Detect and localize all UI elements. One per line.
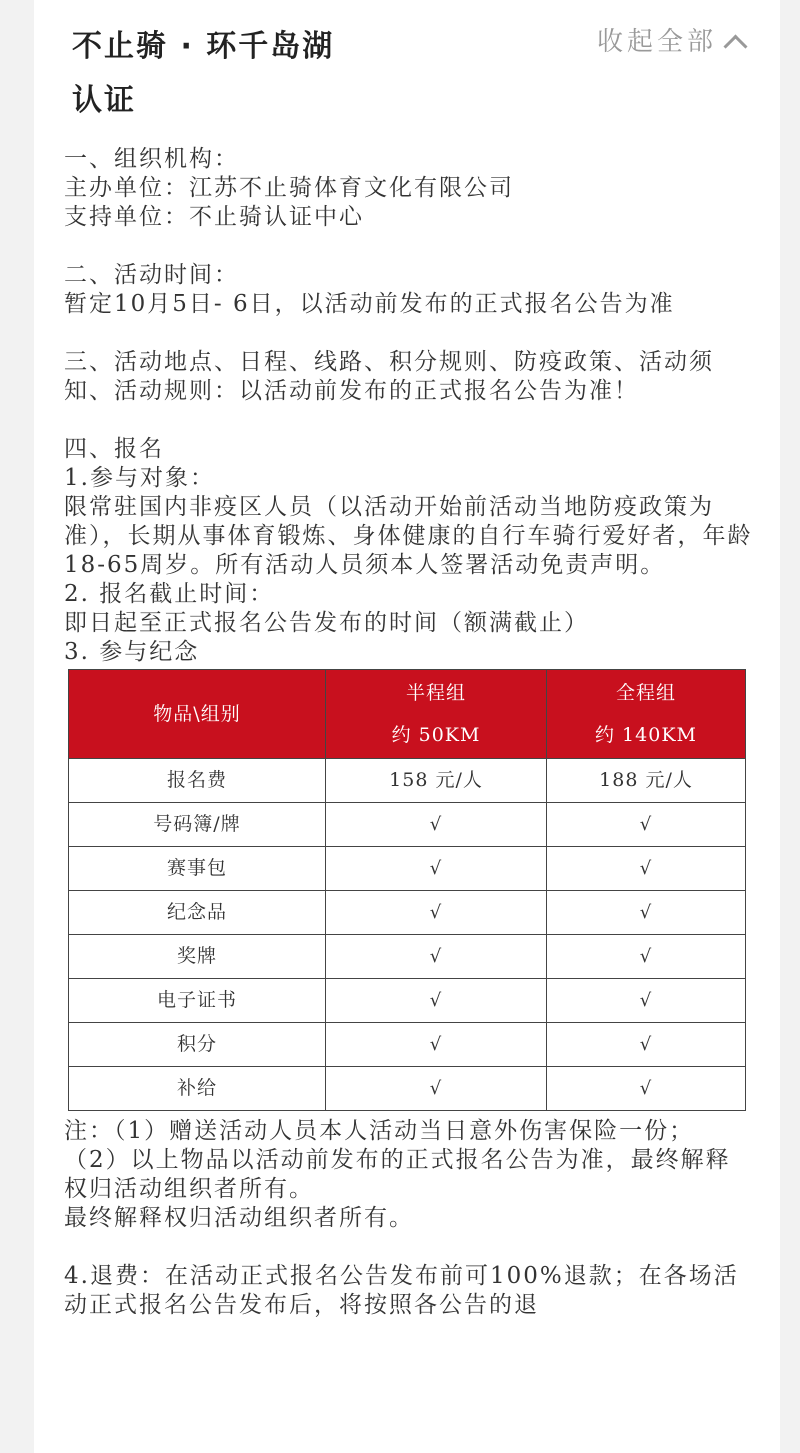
- row-half-check: √: [326, 1023, 547, 1067]
- row-full-check: √: [547, 935, 746, 979]
- target-heading: 1.参与对象：: [64, 465, 215, 491]
- header-item-cell: 物品\组别: [69, 670, 326, 759]
- target-body: 限常驻国内非疫区人员（以活动开始前活动当地防疫政策为准），长期从事体育锻炼、身体健康的自行车骑行爱好者，年龄18-65周岁。所有活动人员须本人签署活动免责声明。: [64, 494, 753, 578]
- table-row: [69, 979, 746, 1023]
- row-full-check: √: [547, 847, 746, 891]
- announcement-card: [34, 0, 780, 1453]
- row-item: 报名费: [69, 759, 326, 803]
- row-item: 积分: [69, 1023, 326, 1067]
- collapse-all-button[interactable]: [597, 22, 744, 62]
- header-half-cell: [326, 670, 547, 759]
- row-full-check: √: [547, 1023, 746, 1067]
- chevron-up-icon: [723, 34, 747, 58]
- time-heading: 二、活动时间：: [64, 262, 239, 288]
- header-half-name: 半程组: [405, 682, 466, 704]
- row-item: 赛事包: [69, 847, 326, 891]
- souvenir-heading: 3. 参与纪念: [64, 639, 200, 665]
- row-item: 补给: [69, 1067, 326, 1111]
- row-item: 号码簿/牌: [69, 803, 326, 847]
- table-row: [69, 847, 746, 891]
- table-row: [69, 803, 746, 847]
- row-half-check: √: [326, 803, 547, 847]
- signup-heading: 四、报名: [64, 436, 164, 462]
- row-full-check: √: [547, 1067, 746, 1111]
- table-header-row: [69, 670, 746, 759]
- note-interpretation: 最终解释权归活动组织者所有。: [64, 1205, 414, 1231]
- row-half-check: √: [326, 979, 547, 1023]
- souvenir-table: [68, 669, 746, 1111]
- row-half-check: √: [326, 1067, 547, 1111]
- table-row: [69, 891, 746, 935]
- table-row: [69, 759, 746, 803]
- deadline-body: 即日起至正式报名公告发布的时间（额满截止）: [64, 610, 589, 636]
- header-full-name: 全程组: [615, 682, 676, 704]
- row-item: 奖牌: [69, 935, 326, 979]
- row-half-check: √: [326, 891, 547, 935]
- header-full-distance: 约 140KM: [595, 724, 697, 746]
- note-items: （2）以上物品以活动前发布的正式报名公告为准，最终解释权归活动组织者所有。: [64, 1147, 731, 1202]
- place-body: 三、活动地点、日程、线路、积分规则、防疫政策、活动须知、活动规则：以活动前发布的正式报名公告为准！: [64, 349, 714, 404]
- header-half-distance: 约 50KM: [391, 724, 481, 746]
- org-host: 主办单位：江苏不止骑体育文化有限公司: [64, 175, 514, 201]
- refund-policy: 4.退费：在活动正式报名公告发布前可100%退款；在各场活动正式报名公告发布后，将按照各公告的退: [64, 1263, 739, 1318]
- header-full-cell: [547, 670, 746, 759]
- org-heading: 一、组织机构：: [64, 146, 239, 172]
- row-item: 电子证书: [69, 979, 326, 1023]
- row-full-value: 188 元/人: [547, 759, 746, 803]
- table-row: [69, 1067, 746, 1111]
- row-half-value: 158 元/人: [326, 759, 547, 803]
- row-item: 纪念品: [69, 891, 326, 935]
- page-title: [72, 20, 402, 128]
- row-full-check: √: [547, 979, 746, 1023]
- time-body: 暂定10月5日- 6日，以活动前发布的正式报名公告为准: [64, 291, 675, 317]
- row-half-check: √: [326, 847, 547, 891]
- collapse-all-label: 收起全部: [596, 27, 717, 57]
- table-row: [69, 1023, 746, 1067]
- announcement-body: [64, 145, 754, 1320]
- title-line-1: 不止骑 · 环千岛湖: [72, 29, 335, 64]
- title-line-2: 认证: [72, 83, 136, 118]
- org-support: 支持单位：不止骑认证中心: [64, 204, 364, 230]
- table-row: [69, 935, 746, 979]
- row-full-check: √: [547, 803, 746, 847]
- deadline-heading: 2. 报名截止时间：: [64, 581, 275, 607]
- row-full-check: √: [547, 891, 746, 935]
- row-half-check: √: [326, 935, 547, 979]
- note-insurance: 注：（1）赠送活动人员本人活动当日意外伤害保险一份；: [64, 1118, 695, 1144]
